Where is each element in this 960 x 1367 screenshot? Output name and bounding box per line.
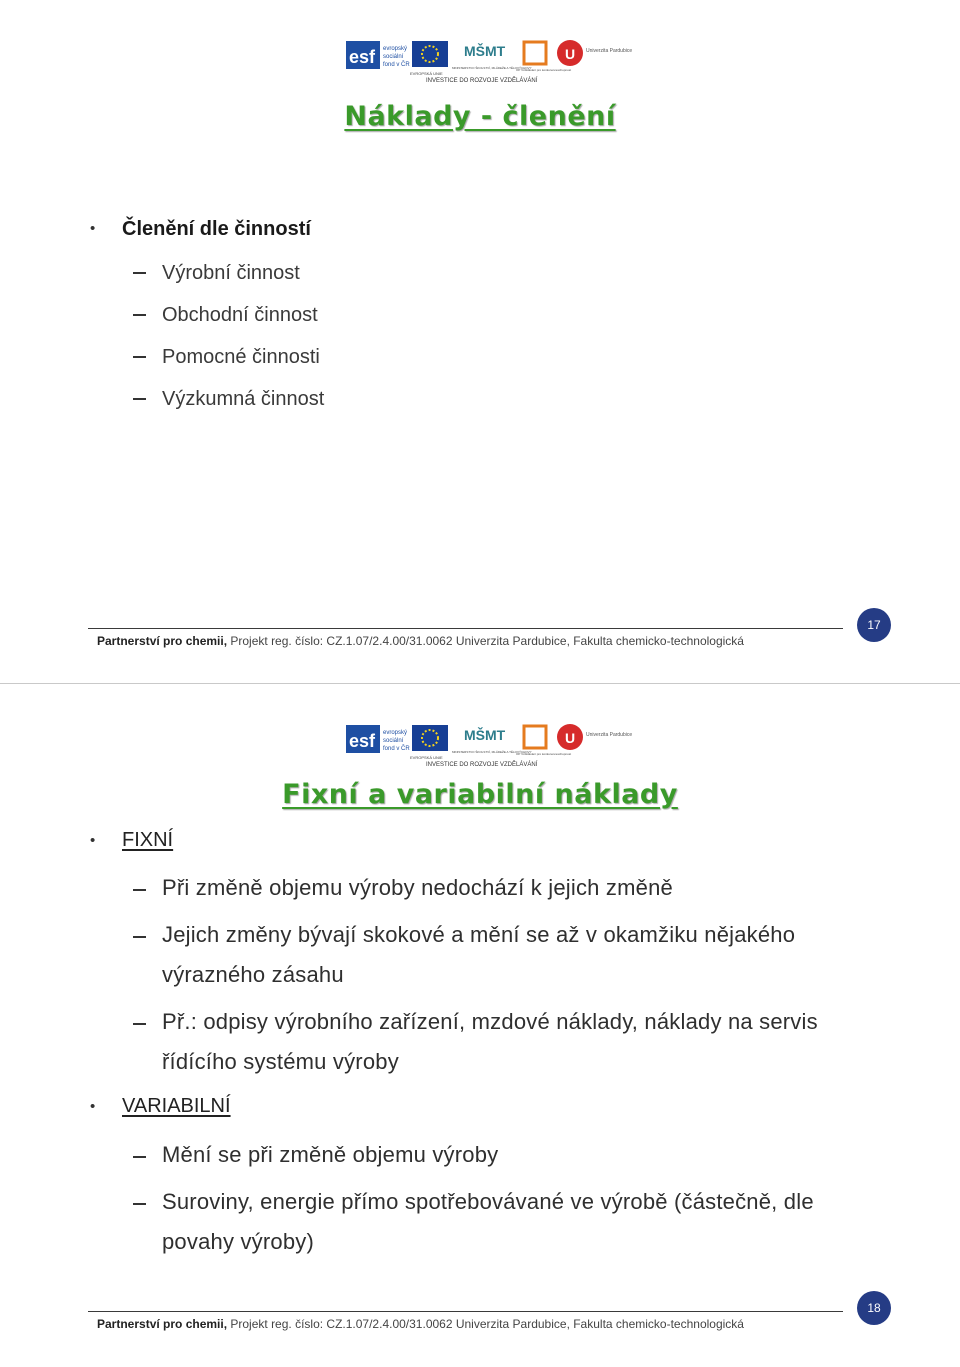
slide-title: Fixní a variabilní náklady [282, 779, 678, 810]
esf-sub1: evropský [383, 46, 408, 52]
esf-sub3: fond v ČR [383, 746, 410, 752]
page-number-badge: 18 [857, 1291, 891, 1325]
footer-divider [88, 628, 843, 629]
op-caption: OP Vzdělávání pro konkurenceschopnost [516, 68, 572, 72]
msmt-logo-text: MŠMT [464, 727, 506, 743]
esf-sub2: sociální [383, 54, 404, 60]
list-item-continuation: řídícího systému výroby [162, 1049, 399, 1074]
esf-logo-text: esf [349, 731, 376, 751]
svg-text:U: U [565, 46, 576, 62]
list-item: Výrobní činnost [162, 262, 300, 284]
list-item: Jejich změny bývají skokové a mění se až v okamžiku nějakého [162, 922, 796, 947]
op-logo-icon [524, 726, 546, 748]
esf-sub3: fond v ČR [383, 62, 410, 68]
list-item: Př.: odpisy výrobního zařízení, mzdové náklady, náklady na servis [162, 1009, 818, 1034]
esf-sub2: sociální [383, 738, 404, 744]
bullet-icon: • [90, 832, 96, 849]
eu-flag-icon [412, 725, 448, 751]
investice-tagline: INVESTICE DO ROZVOJE VZDĚLÁVÁNÍ [426, 762, 538, 768]
esf-logo-text: esf [349, 47, 376, 67]
msmt-caption: MINISTERSTVO ŠKOLSTVÍ, MLÁDEŽE A TĚLOVÝCHOVY [452, 66, 532, 70]
list-item: Výzkumná činnost [162, 388, 325, 410]
dash-icon [133, 1023, 146, 1025]
footer-text [97, 1317, 744, 1331]
dash-icon [133, 398, 146, 400]
partner-logos-strip [346, 38, 633, 84]
bullet-icon: • [90, 1098, 96, 1115]
footer-project-name: Partnerství pro chemii, [97, 1317, 228, 1331]
list-item-continuation: výrazného zásahu [162, 962, 344, 987]
dash-icon [133, 272, 146, 274]
dash-icon [133, 314, 146, 316]
slide-18 [0, 684, 960, 1367]
eu-caption: EVROPSKÁ UNIE [410, 71, 443, 76]
footer-project-details: Projekt reg. číslo: CZ.1.07/2.4.00/31.0062 Univerzita Pardubice, Fakulta chemicko-technologická [227, 1317, 744, 1331]
slide-17 [0, 0, 960, 683]
dash-icon [133, 1203, 146, 1205]
list-item: Obchodní činnost [162, 304, 318, 326]
dash-icon [133, 889, 146, 891]
section-heading-variable: VARIABILNÍ [122, 1095, 231, 1117]
svg-text:U: U [565, 730, 576, 746]
list-item-continuation: povahy výroby) [162, 1229, 314, 1254]
section-heading: Členění dle činností [122, 218, 311, 240]
list-item: Mění se při změně objemu výroby [162, 1142, 499, 1167]
footer-divider [88, 1311, 843, 1312]
dash-icon [133, 936, 146, 938]
dash-icon [133, 356, 146, 358]
op-logo-icon [524, 42, 546, 64]
partner-logos-strip [346, 722, 633, 768]
dash-icon [133, 1156, 146, 1158]
section-heading-fixed: FIXNÍ [122, 829, 174, 851]
list-item: Suroviny, energie přímo spotřebovávané ve výrobě (částečně, dle [162, 1189, 814, 1214]
upa-caption: Univerzita Pardubice [586, 732, 633, 738]
footer-project-name: Partnerství pro chemii, [97, 634, 228, 648]
eu-caption: EVROPSKÁ UNIE [410, 755, 443, 760]
footer-text [97, 634, 744, 648]
upa-caption: Univerzita Pardubice [586, 48, 633, 54]
msmt-logo-text: MŠMT [464, 43, 506, 59]
esf-sub1: evropský [383, 730, 408, 736]
page-number-badge: 17 [857, 608, 891, 642]
msmt-caption: MINISTERSTVO ŠKOLSTVÍ, MLÁDEŽE A TĚLOVÝCHOVY [452, 750, 532, 754]
investice-tagline: INVESTICE DO ROZVOJE VZDĚLÁVÁNÍ [426, 78, 538, 84]
bullet-icon: • [90, 220, 96, 237]
logo-strip-graphic [346, 722, 633, 768]
footer-project-details: Projekt reg. číslo: CZ.1.07/2.4.00/31.0062 Univerzita Pardubice, Fakulta chemicko-technologická [227, 634, 744, 648]
slide-title: Náklady - členění [344, 101, 616, 132]
eu-flag-icon [412, 41, 448, 67]
op-caption: OP Vzdělávání pro konkurenceschopnost [516, 752, 572, 756]
list-item: Při změně objemu výroby nedochází k jejich změně [162, 875, 673, 900]
list-item: Pomocné činnosti [162, 346, 320, 368]
logo-strip-graphic [346, 38, 633, 84]
